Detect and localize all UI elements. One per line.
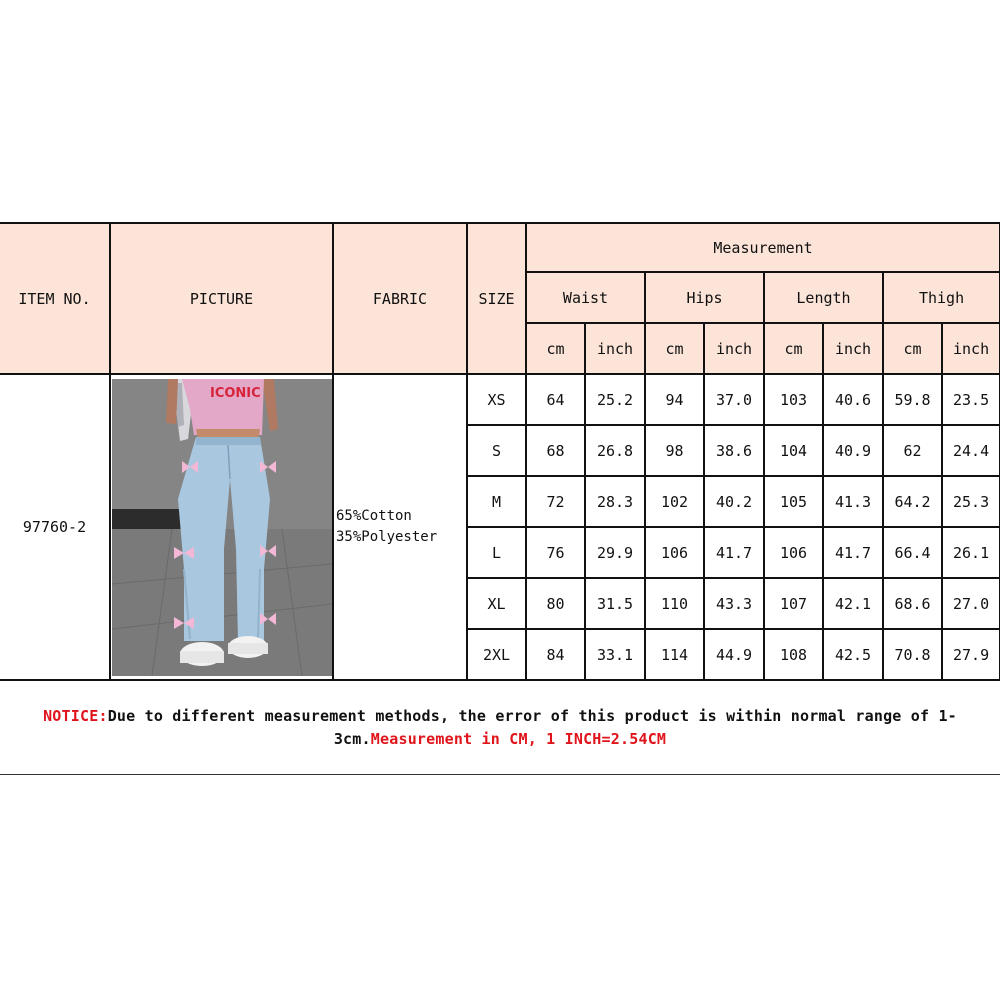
waist-cm-value: 72 bbox=[526, 476, 585, 527]
hips-inch-value: 41.7 bbox=[704, 527, 764, 578]
notice-text bbox=[0, 705, 1000, 751]
header-unit-cm: cm bbox=[883, 323, 942, 374]
header-hips: Hips bbox=[645, 272, 764, 323]
hips-inch-value: 37.0 bbox=[704, 374, 764, 425]
product-picture-cell bbox=[110, 374, 333, 680]
size-label: 2XL bbox=[467, 629, 526, 680]
size-label: XS bbox=[467, 374, 526, 425]
thigh-inch-value: 27.9 bbox=[942, 629, 1000, 680]
header-picture: PICTURE bbox=[110, 223, 333, 374]
hips-cm-value: 106 bbox=[645, 527, 704, 578]
size-label: XL bbox=[467, 578, 526, 629]
size-label: S bbox=[467, 425, 526, 476]
length-cm-value: 103 bbox=[764, 374, 823, 425]
header-measurement: Measurement bbox=[526, 223, 1000, 272]
length-inch-value: 42.1 bbox=[823, 578, 883, 629]
waist-cm-value: 68 bbox=[526, 425, 585, 476]
header-fabric: FABRIC bbox=[333, 223, 467, 374]
header-unit-cm: cm bbox=[526, 323, 585, 374]
bottom-divider bbox=[0, 774, 1000, 775]
size-label: L bbox=[467, 527, 526, 578]
waist-inch-value: 29.9 bbox=[585, 527, 645, 578]
thigh-cm-value: 70.8 bbox=[883, 629, 942, 680]
notice-label: NOTICE: bbox=[43, 707, 108, 725]
header-unit-cm: cm bbox=[764, 323, 823, 374]
size-chart bbox=[0, 222, 1000, 675]
waist-cm-value: 76 bbox=[526, 527, 585, 578]
hips-inch-value: 38.6 bbox=[704, 425, 764, 476]
hips-inch-value: 40.2 bbox=[704, 476, 764, 527]
hips-inch-value: 44.9 bbox=[704, 629, 764, 680]
length-cm-value: 108 bbox=[764, 629, 823, 680]
hips-cm-value: 110 bbox=[645, 578, 704, 629]
shirt-print-text: ICONIC bbox=[209, 385, 261, 401]
length-cm-value: 104 bbox=[764, 425, 823, 476]
thigh-inch-value: 24.4 bbox=[942, 425, 1000, 476]
header-unit-cm: cm bbox=[645, 323, 704, 374]
thigh-inch-value: 25.3 bbox=[942, 476, 1000, 527]
fabric-cell bbox=[333, 374, 467, 680]
size-chart-table bbox=[0, 222, 1000, 681]
thigh-cm-value: 62 bbox=[883, 425, 942, 476]
hips-cm-value: 114 bbox=[645, 629, 704, 680]
header-thigh: Thigh bbox=[883, 272, 1000, 323]
measurement-unit-note: Measurement in CM, 1 INCH=2.54CM bbox=[370, 730, 667, 748]
header-unit-inch: inch bbox=[942, 323, 1000, 374]
header-length: Length bbox=[764, 272, 883, 323]
waist-inch-value: 33.1 bbox=[585, 629, 645, 680]
header-size: SIZE bbox=[467, 223, 526, 374]
thigh-cm-value: 66.4 bbox=[883, 527, 942, 578]
header-unit-inch: inch bbox=[823, 323, 883, 374]
waist-inch-value: 31.5 bbox=[585, 578, 645, 629]
header-item-no: ITEM NO. bbox=[0, 223, 110, 374]
header-unit-inch: inch bbox=[585, 323, 645, 374]
header-waist: Waist bbox=[526, 272, 645, 323]
length-inch-value: 40.9 bbox=[823, 425, 883, 476]
length-inch-value: 40.6 bbox=[823, 374, 883, 425]
length-inch-value: 42.5 bbox=[823, 629, 883, 680]
thigh-cm-value: 59.8 bbox=[883, 374, 942, 425]
thigh-cm-value: 64.2 bbox=[883, 476, 942, 527]
length-inch-value: 41.3 bbox=[823, 476, 883, 527]
waist-cm-value: 64 bbox=[526, 374, 585, 425]
thigh-inch-value: 27.0 bbox=[942, 578, 1000, 629]
thigh-cm-value: 68.6 bbox=[883, 578, 942, 629]
fabric-cotton: 65%Cotton bbox=[336, 508, 412, 524]
hips-cm-value: 98 bbox=[645, 425, 704, 476]
length-cm-value: 105 bbox=[764, 476, 823, 527]
product-photo bbox=[112, 379, 332, 676]
size-label: M bbox=[467, 476, 526, 527]
waist-inch-value: 25.2 bbox=[585, 374, 645, 425]
header-unit-inch: inch bbox=[704, 323, 764, 374]
notice-body: Due to different measurement methods, the error of this product is within normal range of 1-3cm. bbox=[107, 707, 957, 748]
hips-cm-value: 94 bbox=[645, 374, 704, 425]
table-row bbox=[0, 374, 1000, 425]
waist-cm-value: 80 bbox=[526, 578, 585, 629]
hips-inch-value: 43.3 bbox=[704, 578, 764, 629]
thigh-inch-value: 23.5 bbox=[942, 374, 1000, 425]
waist-inch-value: 26.8 bbox=[585, 425, 645, 476]
length-cm-value: 106 bbox=[764, 527, 823, 578]
length-inch-value: 41.7 bbox=[823, 527, 883, 578]
thigh-inch-value: 26.1 bbox=[942, 527, 1000, 578]
waist-inch-value: 28.3 bbox=[585, 476, 645, 527]
waist-cm-value: 84 bbox=[526, 629, 585, 680]
fabric-polyester: 35%Polyester bbox=[336, 529, 438, 545]
hips-cm-value: 102 bbox=[645, 476, 704, 527]
length-cm-value: 107 bbox=[764, 578, 823, 629]
item-number: 97760-2 bbox=[0, 374, 110, 680]
